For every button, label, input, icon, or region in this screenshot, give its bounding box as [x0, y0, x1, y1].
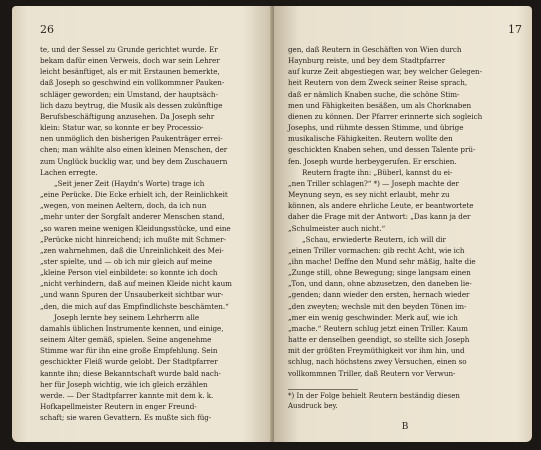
text-line: damahls üblichen Instrumente kennen, und einige,	[40, 323, 224, 333]
text-line: schaft; sie waren Gevattern. Es mußte sich füg-	[40, 413, 212, 423]
text-line: „zen wahrnehmen, daß die Unreinlichkeit des Mei-	[40, 245, 224, 255]
text-line: Haynburg reiste, und bey dem Stadtpfarrer	[288, 56, 446, 66]
text-line: musikalische Fähigkeiten. Reutern wollte den	[288, 134, 453, 144]
open-book	[12, 6, 532, 444]
text-line: gen, daß Reutern in Geschäften von Wien durch	[288, 45, 462, 54]
text-line: werde. — Der Stadtpfarrer kannte mit dem k. k.	[40, 390, 214, 400]
text-line: Berufsbeschäftigung anzusehen. Da Joseph sehr	[40, 111, 215, 121]
text-line: Hofkapellmeister Reutern in enger Freund-	[40, 402, 197, 411]
text-line: vollkommnen Triller, daß Reutern vor Verwun-	[288, 368, 456, 378]
text-line: Lachen erregte.	[40, 167, 98, 177]
text-line: schlug, nach höchstens zwey Versuchen, einen so	[288, 357, 467, 367]
text-line: „Zunge still, ohne Bewegung; singe langsam einen	[288, 268, 471, 278]
text-line: her für Joseph wichtig, wie ich gleich erzählen	[40, 379, 208, 389]
text-line: lich dazu beytrug, die Musik als dessen zukünftige	[40, 100, 223, 110]
text-line: daher die Frage mit der Antwort: „Das kann ja der	[288, 212, 471, 222]
text-line: daß Joseph so geschwind ein vollkommner Pauken-	[40, 78, 225, 88]
text-line: Reutern fragte ihn: „Büberl, kannst du ei-	[302, 167, 453, 177]
text-line: Stimme war für ihn eine große Empfehlung. Sein	[40, 346, 218, 356]
text-line: Josephs, und rühmte dessen Stimme, und übrige	[288, 123, 464, 133]
text-line: „den, die mich auf das Empfindlichste beschämten.“	[40, 301, 229, 311]
right-page-text	[288, 44, 522, 379]
text-line: auf kurze Zeit abgestiegen war, bey welcher Gelegen-	[288, 67, 483, 77]
right-page	[274, 6, 532, 442]
text-line: „Schau, erwiederte Reutern, ich will dir	[302, 234, 446, 244]
text-line: „und wann Spuren der Unsauberkeit sichtbar wur-	[40, 290, 224, 300]
text-line: „wegen, von meinen Aeltern, doch, da ich nun	[40, 201, 207, 211]
text-line: kannte ihn; diese Bekanntschaft wurde bald nach-	[40, 368, 221, 378]
text-line: „eine Perücke. Die Ecke erhielt ich, der Reinlichkeit	[40, 190, 228, 200]
text-line: „mer ein wenig geschwinder. Merk auf, wie ich	[288, 312, 458, 322]
left-page-number: 26	[40, 23, 54, 36]
text-line: mit der größten Freymüthigkeit vor ihm hin, und	[288, 346, 465, 356]
text-line: „nen Triller schlagen?“ *) — Joseph machte der	[288, 178, 459, 188]
text-line: können, als andere ehrliche Leute, er beantwortete	[288, 201, 474, 211]
text-line: chen; man wählte also einen kleinen Menschen, der	[40, 145, 228, 155]
text-line: geschickter Fleiß wurde gelobt. Der Stadtpfarrer	[40, 357, 218, 367]
text-line: klein: Statur war, so konnte er bey Processio-	[40, 123, 204, 133]
left-page	[12, 6, 274, 442]
text-line: „ster spielte, und — ob ich mir gleich auf meine	[40, 256, 213, 266]
text-line: men und Fähigkeiten besäßen, um als Chorknaben	[288, 100, 472, 110]
text-line: heit Reutern von dem Zweck seiner Reise sprach,	[288, 78, 468, 88]
text-line: Meynung seyn, es sey nicht erlaubt, mehr zu	[288, 190, 450, 200]
text-line: leicht besänftiget, als er mit Erstaunen bemerkte,	[40, 67, 220, 77]
text-line: „genden; dann wieder den ersten, hernach wieder	[288, 290, 470, 300]
text-line: „kleine Person viel einbildete: so konnte ich doch	[40, 268, 218, 278]
text-line: bekam dafür einen Verweis, doch war sein Lehrer	[40, 56, 220, 66]
text-line: te, und der Sessel zu Grunde gerichtet wurde. Er	[40, 45, 218, 54]
text-line: „Perücke nicht hinreichend; ich mußte mit Schmer-	[40, 234, 226, 244]
text-line: „den zweyten; wechsle mit den beyden Tönen im-	[288, 301, 467, 311]
text-line: hatte er denselben geendigt, so stellte sich Joseph	[288, 335, 470, 345]
right-page-number: 17	[508, 23, 522, 36]
text-line: schläger geworden; ein Umstand, der hauptsäch-	[40, 89, 218, 99]
signature-mark: B	[401, 421, 409, 432]
text-line: „Ton, und dann, ohne abzusetzen, den daneben lie-	[288, 279, 472, 289]
text-line: „Schulmeister auch nicht.“	[288, 223, 386, 233]
text-line: Ausdruck bey.	[288, 402, 338, 411]
footnote	[288, 391, 522, 412]
text-line: geschickten Knaben sehen, und dessen Talente prü-	[288, 145, 476, 155]
text-line: seinem Alter gemäß, spielen. Seine angenehme	[40, 335, 212, 345]
text-line: „einen Triller vormachen: gib recht Acht, wie ich	[288, 245, 465, 255]
text-line: „mehr unter der Sorgfalt anderer Menschen stand,	[40, 212, 225, 222]
text-line: „ihn mache! Deffne den Mund sehr mäßig, halte die	[288, 256, 476, 266]
text-line: *) In der Folge behielt Reutern beständig diesen	[288, 391, 460, 400]
text-line: Joseph lernte bey seinem Lehrherrn alle	[54, 312, 200, 322]
text-line: fen. Joseph wurde herbeygerufen. Er erschien.	[288, 156, 457, 166]
text-line: zum Unglück bucklig war, und bey dem Zuschauern	[40, 156, 228, 166]
text-line: daß er nämlich Knaben suche, die schöne Stim-	[288, 89, 460, 99]
text-line: „so waren meine wenigen Kleidungsstücke, und eine	[40, 223, 231, 233]
text-line: nen unmöglich den bisherigen Paukenträger errei-	[40, 134, 223, 144]
left-page-text	[40, 44, 264, 423]
text-line: „Seit jener Zeit (Haydn's Worte) trage ich	[54, 178, 205, 188]
text-line: „nicht verhindern, daß auf meinen Kleide nicht kaum	[40, 279, 232, 289]
text-line: dienen zu können. Der Pfarrer erinnerte sich sogleich	[288, 111, 483, 121]
text-line: „mache.“ Reutern schlug jetzt einen Triller. Kaum	[288, 323, 468, 333]
